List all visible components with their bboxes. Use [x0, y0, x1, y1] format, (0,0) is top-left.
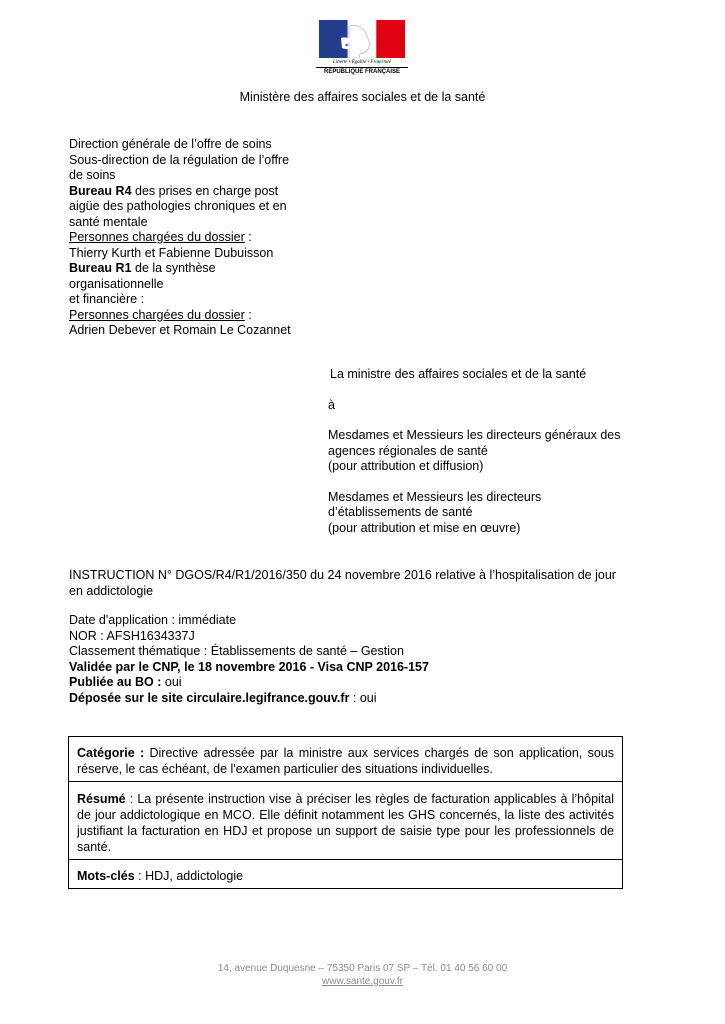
application-date: Date d'application : immédiate: [69, 613, 237, 627]
instruction-title-line1: INSTRUCTION N° DGOS/R4/R1/2016/350 du 24 novembre 2016 relative à l’hospitalisation de jour: [69, 568, 616, 582]
bo-publication-label: Publiée au BO :: [69, 675, 162, 689]
sender-direction: Direction générale de l’offre de soins: [69, 137, 272, 151]
box-divider: [69, 859, 622, 860]
instruction-title: [69, 568, 669, 599]
keywords-text: : HDJ, addictologie: [134, 869, 244, 883]
contacts-r1-label: Personnes chargées du dossier: [69, 307, 245, 322]
recipient-group1-line1: Mesdames et Messieurs les directeurs généraux des: [328, 428, 621, 442]
contacts-r4: [69, 230, 319, 246]
keywords-section: [69, 868, 622, 884]
recipient-group1-line3: (pour attribution et diffusion): [328, 459, 484, 473]
resume-label: Résumé: [77, 792, 126, 806]
republic-motto: Liberté • Égalité • Fraternité: [333, 60, 391, 65]
bureau-r4-text: des prises en charge post: [131, 183, 279, 198]
legifrance-deposit-value: : oui: [349, 690, 377, 705]
nor-number: NOR : AFSH1634337J: [69, 628, 195, 643]
summary-box: [68, 736, 623, 889]
marianne-logo: [316, 20, 408, 76]
bureau-r1-text: de la synthèse: [131, 261, 216, 275]
recipient-block: [328, 367, 658, 536]
bo-publication-value: oui: [161, 675, 182, 689]
contacts-r1-names: Adrien Debever et Romain Le Cozannet: [69, 323, 291, 337]
instruction-title-line2: en addictologie: [69, 583, 154, 598]
bureau-r1-line2: organisationnelle: [69, 276, 164, 291]
meta-block: [69, 613, 669, 706]
thematic-classification: Classement thématique : Établissements de santé – Gestion: [69, 644, 404, 658]
recipient-group2-line3: (pour attribution et mise en œuvre): [328, 520, 521, 535]
recipient-group2-line2: d’établissements de santé: [328, 505, 473, 519]
recipient-to: à: [328, 397, 335, 412]
footer-address: 14, avenue Duquesne – 75350 Paris 07 SP – Tél. 01 40 56 60 00: [217, 963, 508, 974]
resume-text: : La présente instruction vise à préciser les règles de facturation applicables à l’hôpital de jour addictologique en MCO. Elle définit notamment les GHS concernés, la liste des activités justifiant la facturation en HDJ et propose un support de saisie type pour les professionnels de santé.: [77, 792, 614, 854]
recipient-from: La ministre des affaires sociales et de la santé: [330, 367, 587, 381]
contacts-r4-colon: :: [244, 230, 252, 244]
contacts-r4-label: Personnes chargées du dossier: [69, 230, 245, 244]
sender-subdirection-cont: de soins: [69, 168, 116, 182]
keywords-label: Mots-clés: [77, 869, 135, 883]
bureau-r1-label: Bureau R1: [69, 261, 132, 275]
categorie-text: Directive adressée par la ministre aux services chargés de son application, sous réserve, le cas échéant, de l'examen particulier des situations individuelles.: [77, 746, 614, 776]
categorie-section: [69, 745, 622, 777]
cnp-validation: Validée par le CNP, le 18 novembre 2016 - Visa CNP 2016-157: [69, 659, 429, 674]
bureau-r4: [69, 184, 319, 200]
bureau-r1-line3: et financière :: [69, 292, 145, 306]
bureau-r4-label: Bureau R4: [69, 183, 132, 198]
footer: [0, 962, 725, 988]
resume-section: [69, 791, 622, 855]
sender-subdirection: Sous-direction de la régulation de l’offre: [69, 152, 290, 167]
box-divider: [69, 781, 622, 782]
sender-block: [69, 137, 319, 339]
categorie-label: Catégorie :: [77, 746, 145, 760]
legifrance-deposit: [69, 691, 669, 707]
contacts-r1: [69, 308, 319, 324]
republic-name: RÉPUBLIQUE FRANÇAISE: [316, 67, 408, 76]
marianne-flag-icon: [319, 20, 405, 58]
contacts-r4-names: Thierry Kurth et Fabienne Dubuisson: [69, 245, 274, 260]
legifrance-deposit-label: Déposée sur le site circulaire.legifrance.gouv.fr: [69, 690, 350, 705]
ministry-header: Ministère des affaires sociales et de la santé: [239, 90, 486, 104]
bureau-r1: [69, 261, 319, 277]
footer-website-link[interactable]: www.sante.gouv.fr: [322, 976, 403, 987]
recipient-group2-line1: Mesdames et Messieurs les directeurs: [328, 489, 542, 504]
recipient-group1-line2: agences régionales de santé: [328, 443, 488, 458]
bureau-r4-line3: santé mentale: [69, 214, 148, 229]
bo-publication: [69, 675, 669, 691]
contacts-r1-colon: :: [244, 307, 252, 322]
bureau-r4-line2: aigüe des pathologies chroniques et en: [69, 199, 287, 213]
